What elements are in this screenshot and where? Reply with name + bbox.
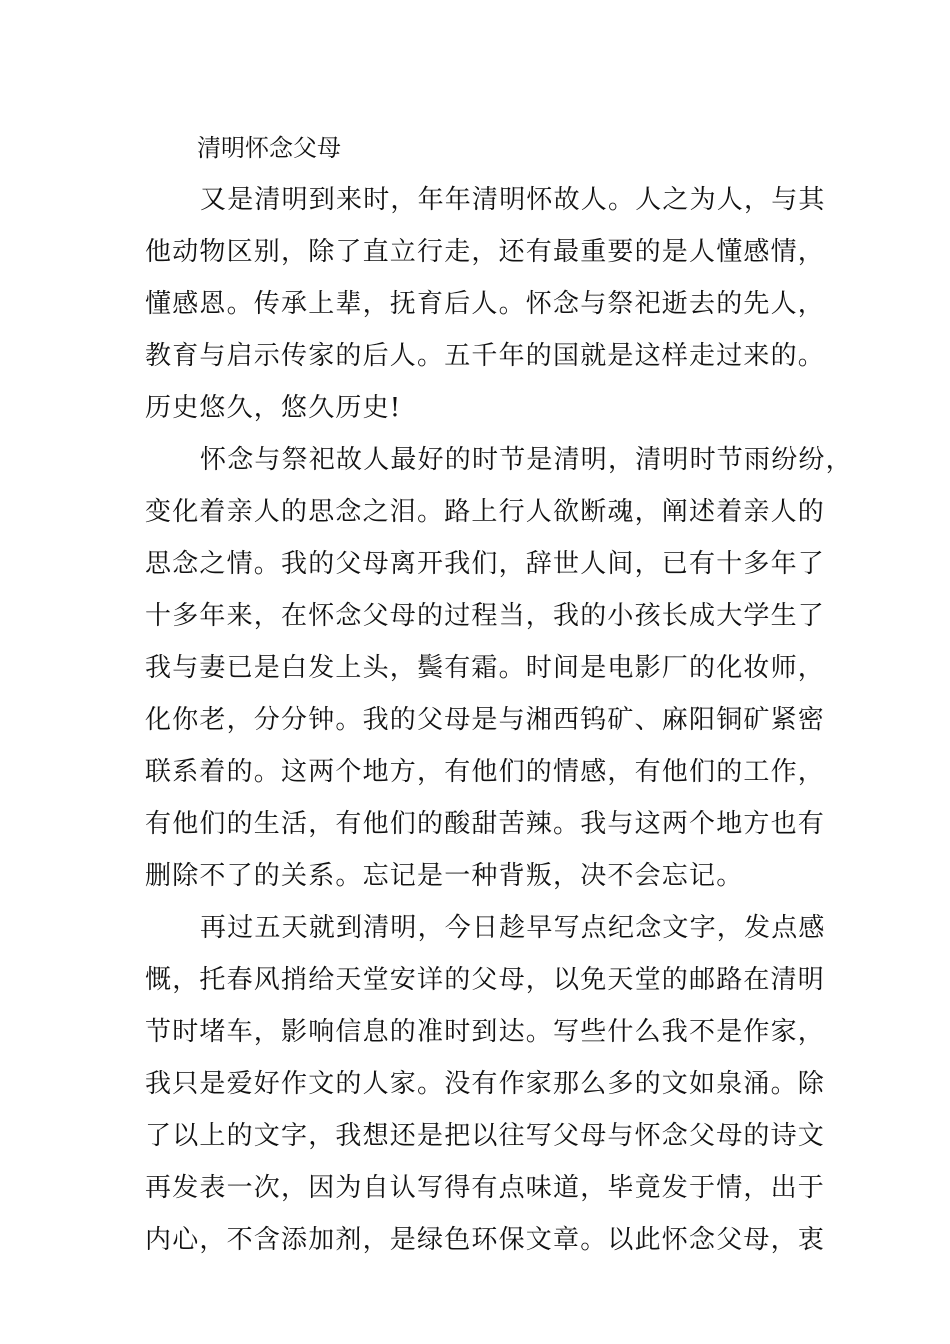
body-line: 变化着亲人的思念之泪。路上行人欲断魂，阐述着亲人的 <box>145 497 826 527</box>
body-line: 再过五天就到清明，今日趁早写点纪念文字，发点感 <box>200 913 826 943</box>
body-line: 慨，托春风捎给天堂安详的父母，以免天堂的邮路在清明 <box>145 965 826 995</box>
body-line: 我只是爱好作文的人家。没有作家那么多的文如泉涌。除 <box>145 1069 826 1099</box>
body-line: 他动物区别，除了直立行走，还有最重要的是人懂感情， <box>145 237 826 267</box>
body-line: 有他们的生活，有他们的酸甜苦辣。我与这两个地方也有 <box>145 809 826 839</box>
body-line: 又是清明到来时，年年清明怀故人。人之为人，与其 <box>200 185 826 215</box>
body-line: 再发表一次，因为自认写得有点味道，毕竟发于情，出于 <box>145 1173 826 1203</box>
document-body <box>145 180 853 1272</box>
body-line: 思念之情。我的父母离开我们，辞世人间，已有十多年了 <box>145 549 826 579</box>
body-line: 联系着的。这两个地方，有他们的情感，有他们的工作， <box>145 757 826 787</box>
body-line: 懂感恩。传承上辈，抚育后人。怀念与祭祀逝去的先人， <box>145 289 826 319</box>
body-line: 历史悠久，悠久历史! <box>145 393 402 423</box>
body-line: 了以上的文字，我想还是把以往写父母与怀念父母的诗文 <box>145 1121 826 1151</box>
body-line: 删除不了的关系。忘记是一种背叛，决不会忘记。 <box>145 861 744 891</box>
document-title: 清明怀念父母 <box>197 134 341 162</box>
body-line: 节时堵车，影响信息的准时到达。写些什么我不是作家， <box>145 1017 826 1047</box>
body-line: 教育与启示传家的后人。五千年的国就是这样走过来的。 <box>145 341 826 371</box>
body-line: 我与妻已是白发上头，鬓有霜。时间是电影厂的化妆师， <box>145 653 826 683</box>
body-line: 十多年来，在怀念父母的过程当，我的小孩长成大学生了 <box>145 601 826 631</box>
body-line: 化你老，分分钟。我的父母是与湘西钨矿、麻阳铜矿紧密 <box>145 705 826 735</box>
body-line: 怀念与祭祀故人最好的时节是清明，清明时节雨纷纷， <box>200 445 853 475</box>
body-line: 内心，不含添加剂，是绿色环保文章。以此怀念父母，衷 <box>145 1225 826 1255</box>
